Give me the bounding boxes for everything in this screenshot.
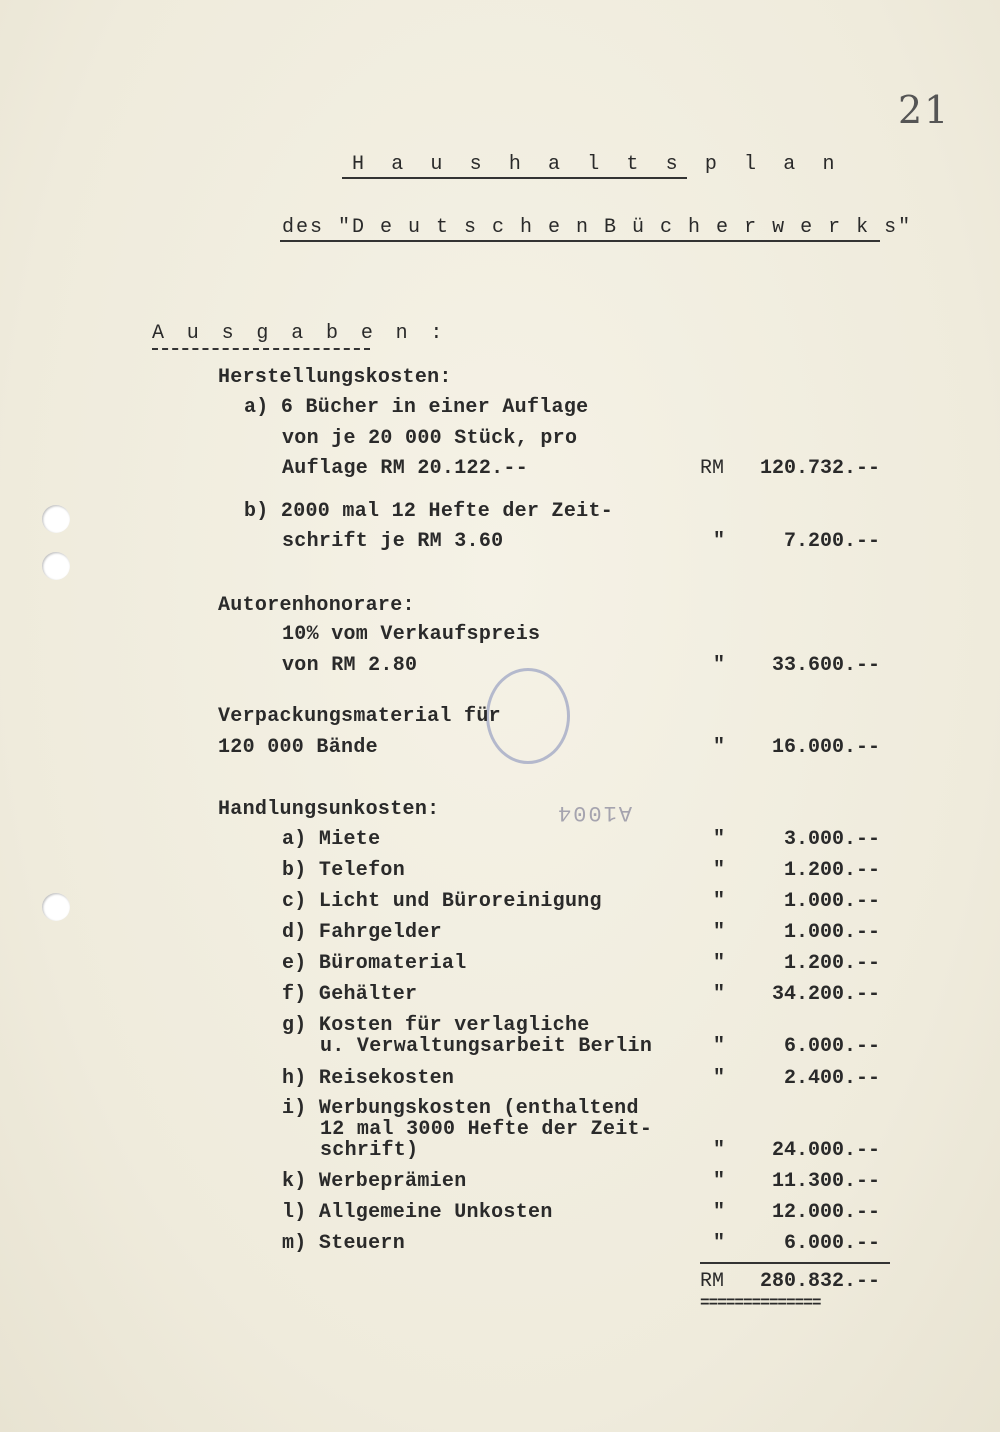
section-heading-underline (152, 348, 370, 350)
ditto-mark: " (713, 1067, 726, 1090)
handlung-item-label: schrift) (320, 1139, 419, 1162)
handlung-item-label: g) Kosten für verlagliche (282, 1014, 590, 1037)
herstellung-a-line: von je 20 000 Stück, pro (282, 427, 578, 450)
ditto-mark: " (713, 1170, 726, 1193)
amount: 1.200.-- (783, 952, 880, 975)
herstellung-b-line: b) 2000 mal 12 Hefte der Zeit- (244, 500, 614, 523)
ditto-mark: " (713, 952, 726, 975)
punch-hole (42, 505, 70, 533)
autoren-line: von RM 2.80 (282, 654, 418, 677)
handlung-item-label: f) Gehälter (282, 983, 418, 1006)
handlung-item-label: h) Reisekosten (282, 1067, 455, 1090)
amount: 24.000.-- (771, 1139, 880, 1162)
handlung-item-label: c) Licht und Büroreinigung (282, 890, 602, 913)
handlung-item-label: i) Werbungskosten (enthaltend (282, 1097, 639, 1120)
amount: 7.200.-- (783, 530, 880, 553)
herstellung-a-line: a) 6 Bücher in einer Auflage (244, 396, 589, 419)
ditto-mark: " (713, 654, 726, 677)
page-number: 21 (898, 88, 951, 132)
ditto-mark: " (713, 890, 726, 913)
handlung-item-label: l) Allgemeine Unkosten (282, 1201, 553, 1224)
amount: 1.000.-- (783, 921, 880, 944)
handlung-item-label: a) Miete (282, 828, 381, 851)
herstellung-heading: Herstellungskosten: (218, 366, 452, 389)
ditto-mark: " (713, 1232, 726, 1255)
handlung-heading: Handlungsunkosten: (218, 798, 440, 821)
handlung-item-label: e) Büromaterial (282, 952, 467, 975)
punch-hole (42, 893, 70, 921)
amount: 33.600.-- (771, 654, 880, 677)
ditto-mark: " (713, 921, 726, 944)
ditto-mark: " (713, 1139, 726, 1162)
verpackung-line: Verpackungsmaterial für (218, 705, 501, 728)
ditto-mark: " (713, 859, 726, 882)
handlung-item-label: b) Telefon (282, 859, 406, 882)
amount: 11.300.-- (771, 1170, 880, 1193)
amount: 1.000.-- (783, 890, 880, 913)
document-subtitle: des "D e u t s c h e n B ü c h e r w e r k s" (282, 216, 913, 239)
document-title: H a u s h a l t s p l a n (352, 153, 843, 176)
amount: 16.000.-- (771, 736, 880, 759)
punch-hole (42, 552, 70, 580)
currency-mark: RM (700, 457, 725, 480)
amount: 3.000.-- (783, 828, 880, 851)
handlung-item-label: 12 mal 3000 Hefte der Zeit- (320, 1118, 653, 1141)
verpackung-line: 120 000 Bände (218, 736, 378, 759)
handlung-item-label: d) Fahrgelder (282, 921, 442, 944)
ditto-mark: " (713, 1035, 726, 1058)
currency-mark: RM (700, 1270, 725, 1293)
ditto-mark: " (713, 530, 726, 553)
ditto-mark: " (713, 983, 726, 1006)
ditto-mark: " (713, 828, 726, 851)
herstellung-a-line: Auflage RM 20.122.-- (282, 457, 529, 480)
amount: 6.000.-- (783, 1035, 880, 1058)
amount: 1.200.-- (783, 859, 880, 882)
amount: 2.400.-- (783, 1067, 880, 1090)
autoren-line: 10% vom Verkaufspreis (282, 623, 541, 646)
handlung-item-label: u. Verwaltungsarbeit Berlin (320, 1035, 653, 1058)
archive-stamp: A1004 (556, 800, 633, 825)
handlung-item-label: k) Werbeprämien (282, 1170, 467, 1193)
sum-rule (700, 1262, 890, 1264)
title-underline (342, 177, 687, 179)
autoren-heading: Autorenhonorare: (218, 594, 415, 617)
handlung-item-label: m) Steuern (282, 1232, 406, 1255)
double-rule: ============== (700, 1294, 821, 1312)
section-heading: A u s g a b e n : (152, 322, 448, 345)
total-amount: 280.832.-- (759, 1270, 880, 1293)
ditto-mark: " (713, 736, 726, 759)
herstellung-b-line: schrift je RM 3.60 (282, 530, 504, 553)
amount: 34.200.-- (771, 983, 880, 1006)
ditto-mark: " (713, 1201, 726, 1224)
amount: 120.732.-- (759, 457, 880, 480)
amount: 12.000.-- (771, 1201, 880, 1224)
amount: 6.000.-- (783, 1232, 880, 1255)
subtitle-underline (280, 240, 880, 242)
